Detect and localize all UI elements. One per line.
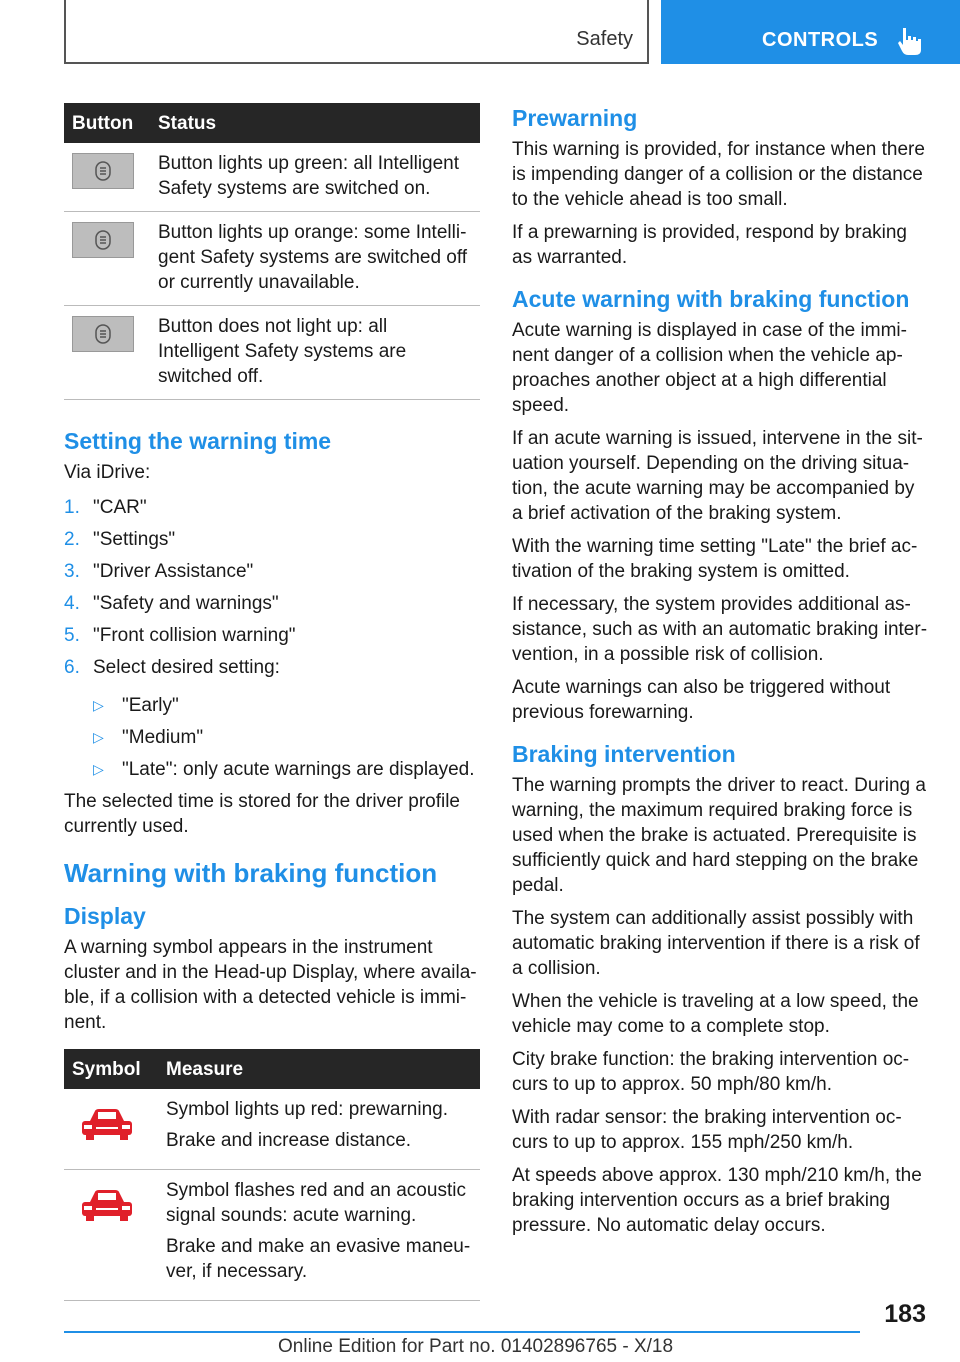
table-row <box>64 306 480 400</box>
measure-text: Symbol flashes red and an acoustic signal sounds: acute warning. <box>166 1180 466 1226</box>
paragraph: With the warning time setting "Late" the brief ac-tivation of the braking system is omitted. <box>512 536 918 582</box>
table-header-status: Status <box>150 103 480 143</box>
footer-edition: Online Edition for Part no. 01402896765 - X/18 <box>278 1336 674 1357</box>
left-column <box>64 103 480 1301</box>
status-text: Button lights up orange: some Intelli-gent Safety systems are switched off or currently unavailable. <box>150 212 480 306</box>
warning-time-steps <box>64 495 480 687</box>
paragraph: The warning prompts the driver to react. During a warning, the maximum required braking force is used when the brake is actuated. Prerequisite is sufficiently quick and hard stepping on the brake pedal. <box>512 775 926 896</box>
subheading-braking-intervention: Braking intervention <box>512 741 736 767</box>
measure-text: Brake and make an evasive maneu-ver, if necessary. <box>166 1236 471 1282</box>
measure-text: Brake and increase distance. <box>166 1130 412 1151</box>
paragraph: When the vehicle is traveling at a low speed, the vehicle may come to a complete stop. <box>512 991 919 1037</box>
paragraph: If an acute warning is issued, intervene in the sit-uation yourself. Depending on the driving situa-tion, the acute warning may be accompanied by a brief activation of the braking system. <box>512 428 923 524</box>
table-header-symbol: Symbol <box>64 1049 158 1089</box>
table-row <box>64 1170 480 1301</box>
list-item: 2. "Settings" <box>64 529 176 550</box>
paragraph: Acute warnings can also be triggered without previous forewarning. <box>512 677 891 723</box>
intelligent-safety-button-icon <box>72 222 134 258</box>
status-text: Button does not light up: all Intelligent Safety systems are switched off. <box>150 306 480 400</box>
list-item: 3. "Driver Assistance" <box>64 561 254 582</box>
symbol-measure-table <box>64 1049 480 1301</box>
paragraph: If necessary, the system provides additional as-sistance, such as with an automatic braking inter-vention, in a possible risk of collision. <box>512 594 928 665</box>
triangle-bullet-icon: ▷ <box>93 697 104 713</box>
paragraph: Acute warning is displayed in case of the immi-nent danger of a collision when the vehicle ap-proaches another object at a high differential speed. <box>512 320 907 416</box>
list-item: 4. "Safety and warnings" <box>64 593 279 614</box>
display-text: A warning symbol appears in the instrument cluster and in the Head-up Display, where availa-ble, if a collision with a detected vehicle is immi-nent. <box>64 937 477 1033</box>
header-section-box <box>64 0 649 64</box>
header-chapter-box <box>661 0 960 64</box>
warning-time-options <box>64 693 480 789</box>
table-header-button: Button <box>64 103 150 143</box>
button-status-table <box>64 103 480 400</box>
paragraph: This warning is provided, for instance when there is impending danger of a collision or the distance to the vehicle ahead is too small. <box>512 139 925 210</box>
paragraph: With radar sensor: the braking intervention oc-curs to up to approx. 155 mph/250 km/h. <box>512 1107 902 1153</box>
intelligent-safety-button-icon <box>72 153 134 189</box>
table-row <box>64 1089 480 1170</box>
warning-time-note: The selected time is stored for the driver profile currently used. <box>64 791 461 837</box>
warning-time-intro: Via iDrive: <box>64 462 151 483</box>
intelligent-safety-button-icon <box>72 316 134 352</box>
list-item: 1. "CAR" <box>64 497 147 518</box>
list-item: 5. "Front collision warning" <box>64 625 296 646</box>
table-row <box>64 143 480 212</box>
red-car-warning-icon <box>80 1107 134 1141</box>
paragraph: The system can additionally assist possibly with automatic braking intervention if there is a risk of a collision. <box>512 908 920 979</box>
subheading-display: Display <box>64 903 146 929</box>
list-item: ▷ "Late": only acute warnings are displayed. <box>93 759 475 780</box>
paragraph: City brake function: the braking intervention oc-curs to up to approx. 50 mph/80 km/h. <box>512 1049 910 1095</box>
section-heading-braking-function: Warning with braking function <box>64 858 438 888</box>
section-heading-warning-time: Setting the warning time <box>64 428 332 454</box>
footer-divider <box>64 1331 860 1333</box>
measure-text: Symbol lights up red: prewarning. <box>166 1099 448 1120</box>
page-number: 183 <box>884 1300 926 1328</box>
triangle-bullet-icon: ▷ <box>93 729 104 745</box>
right-column <box>512 103 930 1246</box>
list-item: ▷ "Medium" <box>93 727 204 748</box>
red-car-warning-icon <box>80 1188 134 1222</box>
paragraph: At speeds above approx. 130 mph/210 km/h, the braking intervention occurs as a brief braking pressure. No automatic delay occurs. <box>512 1165 922 1236</box>
status-text: Button lights up green: all Intelligent Safety systems are switched on. <box>150 143 480 212</box>
pointing-hand-icon <box>897 26 923 56</box>
header-chapter-title: CONTROLS <box>762 29 879 51</box>
table-row <box>64 212 480 306</box>
table-header-measure: Measure <box>158 1049 480 1089</box>
subheading-prewarning: Prewarning <box>512 105 638 131</box>
triangle-bullet-icon: ▷ <box>93 761 104 777</box>
subheading-acute-warning: Acute warning with braking function <box>512 286 910 312</box>
paragraph: If a prewarning is provided, respond by braking as warranted. <box>512 222 908 268</box>
header-section-title: Safety <box>576 28 633 50</box>
list-item: 6. Select desired setting: <box>64 657 280 678</box>
list-item: ▷ "Early" <box>93 695 179 716</box>
